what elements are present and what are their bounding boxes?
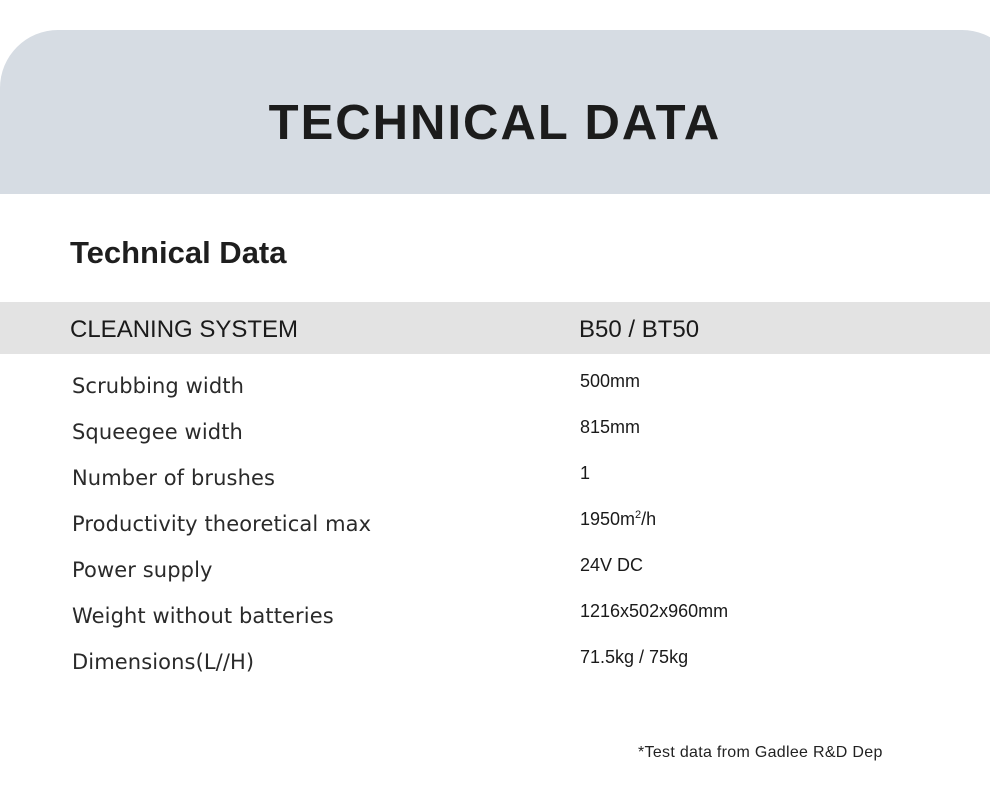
productivity-number: 1950m bbox=[580, 509, 636, 529]
spec-value-productivity bbox=[580, 509, 656, 530]
spec-label-squeegee-width: Squeegee width bbox=[72, 420, 243, 444]
spec-value-weight: 1216x502x960mm bbox=[580, 601, 729, 621]
footnote: *Test data from Gadlee R&D Dep bbox=[638, 744, 883, 761]
table-row bbox=[0, 463, 990, 512]
banner-title: TECHNICAL DATA bbox=[268, 96, 722, 150]
spec-label-power-supply: Power supply bbox=[72, 558, 213, 582]
spec-label-productivity: Productivity theoretical max bbox=[72, 512, 372, 536]
table-row bbox=[0, 509, 990, 558]
spec-value-scrubbing-width: 500mm bbox=[580, 371, 641, 391]
table-row bbox=[0, 371, 990, 420]
table-header-label: CLEANING SYSTEM bbox=[70, 316, 299, 343]
productivity-unit: /h bbox=[641, 509, 657, 529]
spec-value-power-supply: 24V DC bbox=[580, 555, 644, 575]
table-header-row bbox=[0, 302, 990, 354]
spec-label-number-of-brushes: Number of brushes bbox=[72, 466, 276, 490]
spec-label-dimensions: Dimensions(L//H) bbox=[72, 650, 255, 674]
spec-label-weight: Weight without batteries bbox=[72, 604, 334, 628]
table-row bbox=[0, 417, 990, 466]
table-row bbox=[0, 555, 990, 604]
table-row bbox=[0, 647, 990, 696]
productivity-exponent: 2 bbox=[635, 509, 642, 521]
section-title: Technical Data bbox=[70, 235, 287, 270]
table-row bbox=[0, 601, 990, 650]
spec-value-number-of-brushes: 1 bbox=[580, 463, 591, 483]
spec-value-squeegee-width: 815mm bbox=[580, 417, 641, 437]
spec-label-scrubbing-width: Scrubbing width bbox=[72, 374, 245, 398]
table-header-model: B50 / BT50 bbox=[579, 316, 700, 343]
spec-value-dimensions: 71.5kg / 75kg bbox=[580, 647, 689, 667]
